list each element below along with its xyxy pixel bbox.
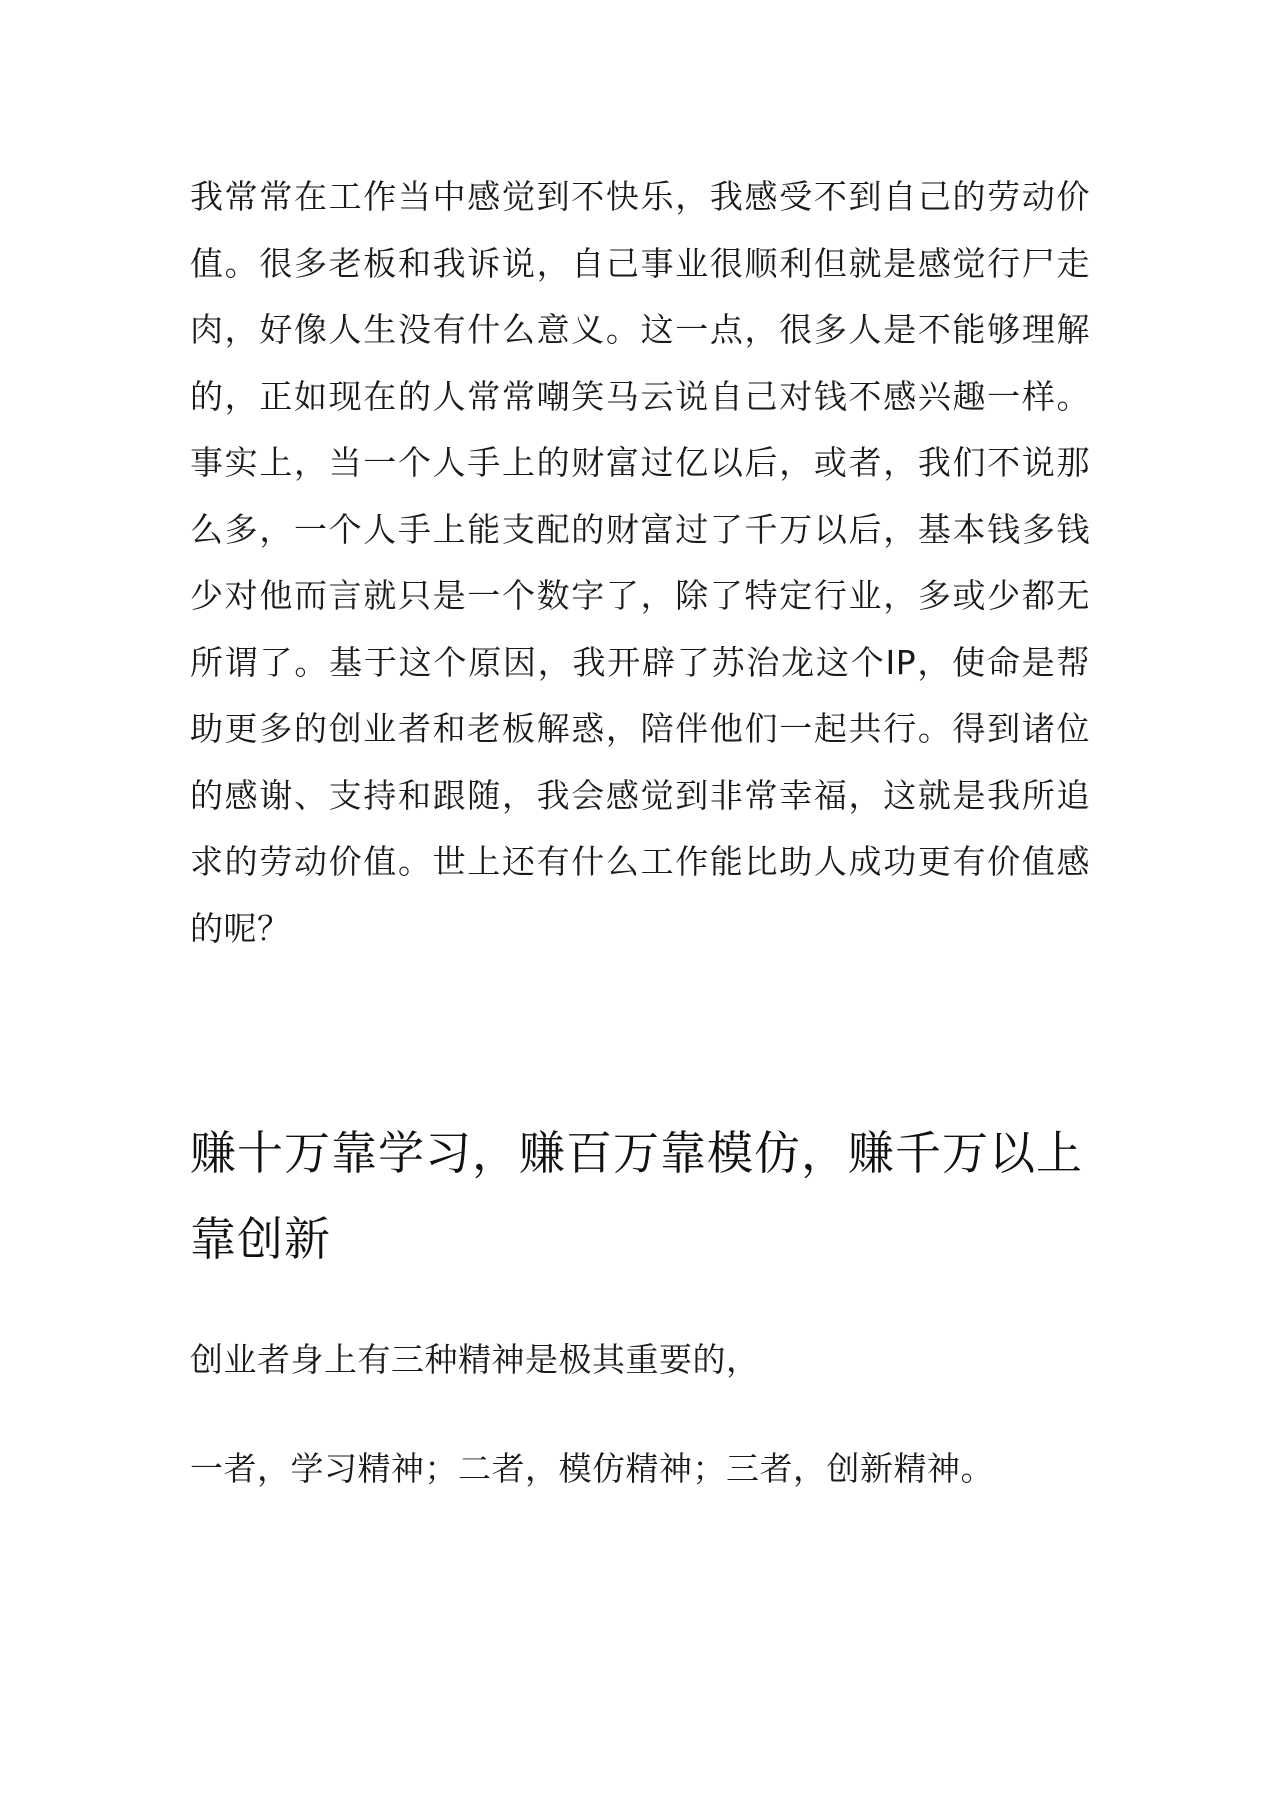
body-paragraph: 我常常在工作当中感觉到不快乐，我感受不到自己的劳动价值。很多老板和我诉说，自己事业很顺利但就是感觉行尸走肉，好像人生没有什么意义。这一点，很多人是不能够理解的，正如现在的人常常嘲笑马云说自己对钱不感兴趣一样。事实上，当一个人手上的财富过亿以后，或者，我们不说那么多，一个人手上能支配的财富过了千万以后，基本钱多钱少对他而言就只是一个数字了，除了特定行业，多或少都无所谓了。基于这个原因，我开辟了苏治龙这个IP，使命是帮助更多的创业者和老板解惑，陪伴他们一起共行。得到诸位的感谢、支持和跟随，我会感觉到非常幸福，这就是我所追求的劳动价值。世上还有什么工作能比助人成功更有价值感的呢？ <box>190 177 1090 948</box>
intro-line-2: 一者，学习精神；二者，模仿精神；三者，创新精神。 <box>190 1449 994 1488</box>
document-page <box>190 164 1090 962</box>
section-heading: 赚十万靠学习，赚百万靠模仿，赚千万以上靠创新 <box>190 1126 1083 1266</box>
intro-line-1: 创业者身上有三种精神是极其重要的， <box>190 1340 760 1379</box>
